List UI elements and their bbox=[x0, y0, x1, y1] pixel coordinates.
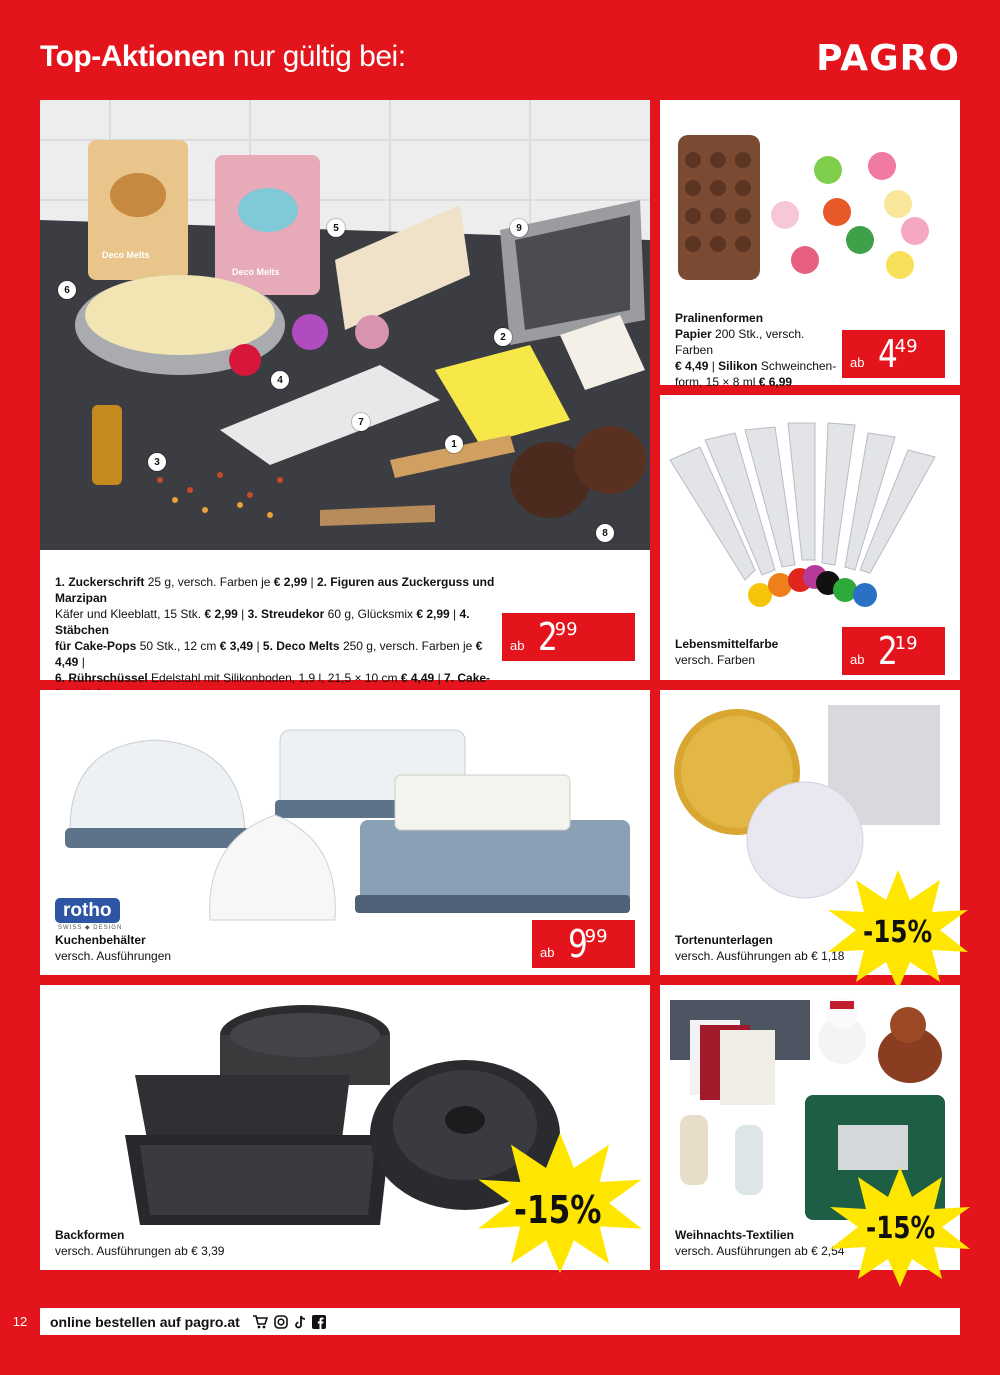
kuchen-title: Kuchenbehälter bbox=[55, 933, 146, 947]
textil-text bbox=[675, 1227, 844, 1259]
desc-line-1: 1. Zuckerschrift 25 g, versch. Farben je € 2,99 | 2. Figuren aus Zuckerguss und Marzipan bbox=[55, 575, 495, 605]
torten-text bbox=[675, 932, 844, 964]
panel-farbe[interactable] bbox=[660, 395, 960, 680]
farbe-text bbox=[675, 636, 778, 668]
price-ab: ab bbox=[510, 638, 525, 653]
backformen-sub: versch. Ausführungen ab € 3,39 bbox=[55, 1244, 225, 1258]
price-tag-farbe: ab 2 19 bbox=[842, 627, 945, 675]
backformen-title: Backformen bbox=[55, 1228, 125, 1242]
rotho-logo: rotho bbox=[55, 898, 120, 923]
tiktok-icon[interactable] bbox=[294, 1315, 306, 1329]
marker-8: 8 bbox=[596, 524, 614, 542]
panel-torten[interactable] bbox=[660, 690, 960, 975]
torten-title: Tortenunterlagen bbox=[675, 933, 773, 947]
marker-1: 1 bbox=[445, 435, 463, 453]
baking-scene-image bbox=[40, 100, 650, 550]
pouch-label-2: Deco Melts bbox=[232, 267, 280, 277]
marker-9: 9 bbox=[510, 219, 528, 237]
torten-burst-text: -15% bbox=[863, 915, 933, 950]
marker-6: 6 bbox=[58, 281, 76, 299]
title-rest: nur gültig bei: bbox=[225, 40, 406, 73]
cart-icon[interactable] bbox=[252, 1315, 268, 1329]
price-tag-baking bbox=[502, 613, 635, 661]
desc-line-3: für Cake-Pops 50 Stk., 12 cm € 3,49 | 5. Deco Melts 250 g, versch. Farben je € 4,49 | bbox=[55, 639, 483, 669]
backformen-burst-text: -15% bbox=[514, 1188, 602, 1232]
pralinen-image bbox=[660, 100, 960, 300]
title-bold: Top-Aktionen bbox=[40, 40, 226, 73]
desc-line-2: Käfer und Kleeblatt, 15 Stk. € 2,99 | 3. Streudekor 60 g, Glücksmix € 2,99 | 4. Stäbchen bbox=[55, 607, 470, 637]
instagram-icon[interactable] bbox=[274, 1315, 288, 1329]
panel-pralinen[interactable] bbox=[660, 100, 960, 389]
footer-link[interactable]: online bestellen auf pagro.at bbox=[50, 1313, 240, 1330]
social-icons bbox=[252, 1315, 326, 1329]
panel-baking[interactable] bbox=[40, 100, 650, 685]
facebook-icon[interactable] bbox=[312, 1315, 326, 1329]
textil-sub: versch. Ausführungen ab € 2,54 bbox=[675, 1244, 845, 1258]
marker-4: 4 bbox=[271, 371, 289, 389]
pralinen-title: Pralinenformen bbox=[675, 311, 764, 325]
page-title bbox=[40, 40, 406, 74]
farbe-sub: versch. Farben bbox=[675, 653, 756, 667]
price-tag-kuchen: ab 9 99 bbox=[532, 920, 635, 968]
price-dec: 99 bbox=[554, 619, 578, 640]
panel-backformen[interactable] bbox=[40, 985, 650, 1270]
marker-7: 7 bbox=[352, 413, 370, 431]
kuchen-image bbox=[40, 690, 650, 940]
footer-bar bbox=[12, 1308, 960, 1335]
marker-3: 3 bbox=[148, 453, 166, 471]
backformen-text bbox=[55, 1227, 224, 1259]
textil-burst-text: -15% bbox=[866, 1211, 936, 1246]
marker-2: 2 bbox=[494, 328, 512, 346]
rotho-sub: SWISS ◆ DESIGN bbox=[58, 925, 123, 931]
price-int: 2 bbox=[538, 615, 557, 659]
kuchen-sub: versch. Ausführungen bbox=[55, 949, 172, 963]
textil-title: Weihnachts-Textilien bbox=[675, 1228, 794, 1242]
marker-5: 5 bbox=[327, 219, 345, 237]
torten-sub: versch. Ausführungen ab € 1,18 bbox=[675, 949, 845, 963]
pagro-logo[interactable]: PAGRO bbox=[816, 38, 960, 79]
kuchen-text bbox=[55, 932, 171, 964]
page-number: 12 bbox=[0, 1308, 40, 1335]
panel-kuchen[interactable] bbox=[40, 690, 650, 975]
pralinen-text: Pralinenformen Papier 200 Stk., versch. Farben € 4,49 | Silikon Schweinchen- form, 15 × 8 ml € 6,99 bbox=[675, 311, 837, 389]
desc-line-4: 6. Rührschüssel Edelstahl mit Silikonboden, 1,9 l, 21,5 × 10 cm € 4,49 | 7. Cake- bbox=[55, 671, 491, 685]
farbe-title: Lebensmittelfarbe bbox=[675, 637, 779, 651]
pouch-label-1: Deco Melts bbox=[102, 250, 150, 260]
price-tag-pralinen: ab 4 49 bbox=[842, 330, 945, 378]
farbe-image bbox=[660, 395, 960, 625]
panel-textil[interactable] bbox=[660, 985, 960, 1270]
